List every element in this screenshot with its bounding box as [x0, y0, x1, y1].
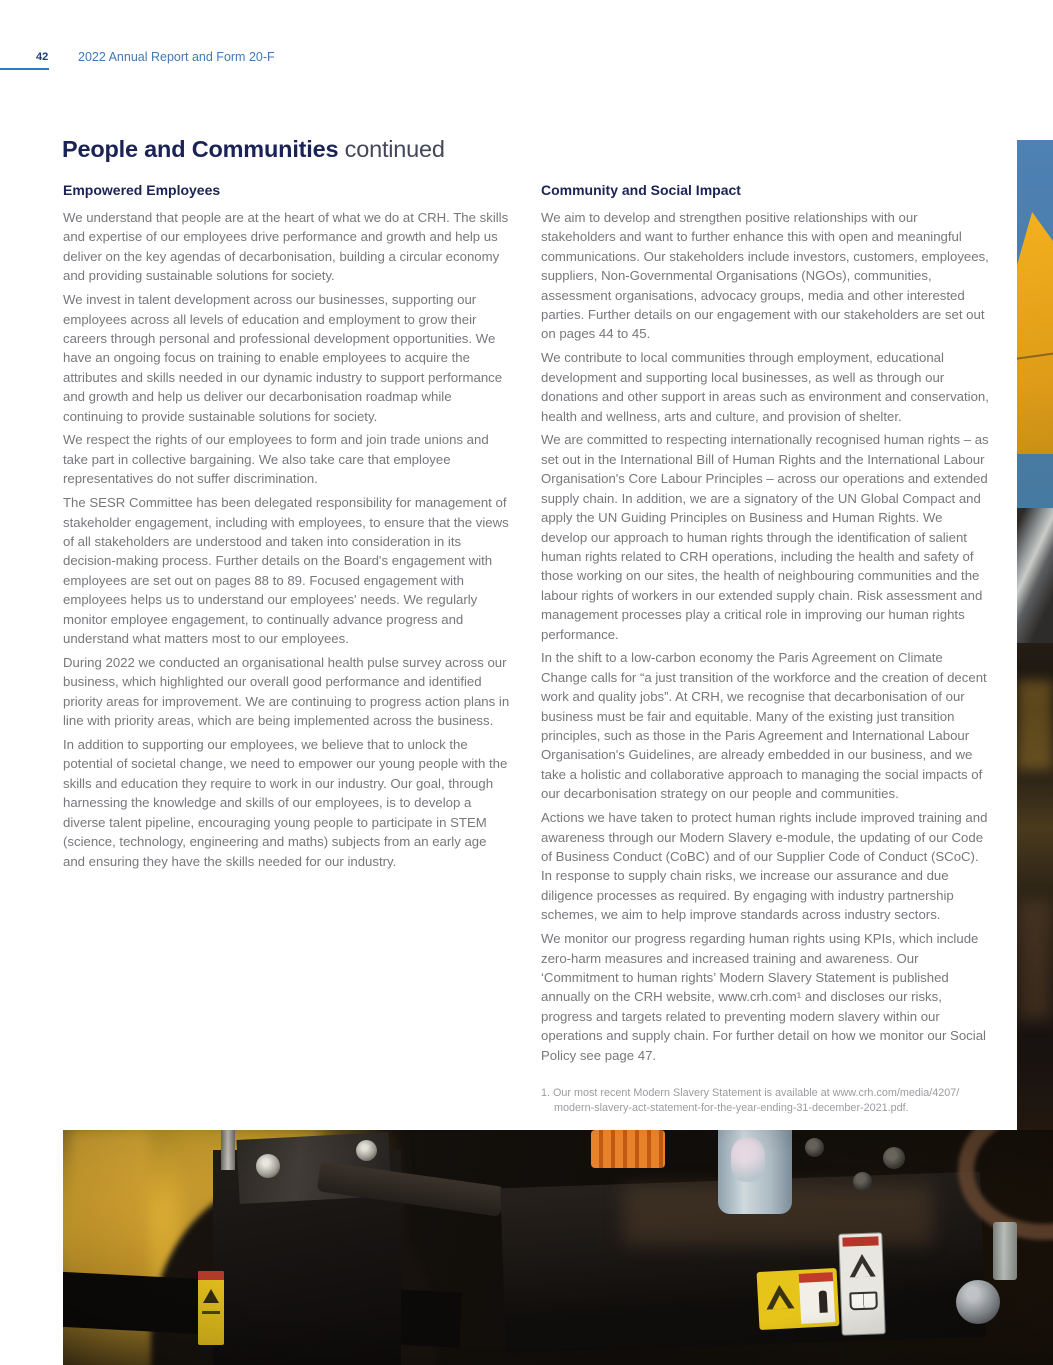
body-paragraph: The SESR Committee has been delegated responsibility for management of stakeholder engagement, including with employees, to ensure that the views of all stakeholders are understood and taken into consideration in its decision-making process. Further details on the Board's engagement with employees are set out on pages 88 to 89. Focused engagement with employees helps us to understand our employees' needs. We regularly monitor employee engagement, to continually advance progress and understand what matters most to our employees. — [63, 495, 509, 647]
body-paragraph: During 2022 we conducted an organisational health pulse survey across our business, which highlighted our overall good performance and identified priority areas for improvement. We are continuing to progress action plans in line with priority areas, which are being implemented across the business. — [63, 654, 510, 729]
body-paragraph: In addition to supporting our employees, we believe that to unlock the potential of societal change, we need to empower our young people with the skills and education they require to work in our industry. Our goal, through harnessing the knowledge and skills of our employees, is to develop a diverse talent pipeline, encouraging young people to participate in STEM (science, technology, engineering and maths) subjects from an early age and ensuring they have the skills needed for our industry. — [63, 737, 508, 869]
body-paragraph: We aim to develop and strengthen positive relationships with our stakeholders and want to further enhance this with open and meaningful communications. Our stakeholders include investors, customers, employees, suppliers, Non-Governmental Organisations (NGOs), communities, assessment organisations, advocacy groups, media and other interested parties. Further details on our engagement with our stakeholders are set out on pages 44 to 45. — [541, 210, 989, 342]
page-title-suffix: continued — [338, 136, 445, 162]
footnote-line: modern-slavery-act-statement-for-the-year-ending-31-december-2021.pdf. — [554, 1101, 909, 1114]
section-heading-empowered-employees: Empowered Employees — [63, 182, 221, 198]
header-accent-rule — [0, 68, 49, 70]
report-title: 2022 Annual Report and Form 20-F — [78, 50, 275, 64]
page-number: 42 — [36, 51, 49, 63]
bottom-photo-machinery — [63, 1130, 1053, 1365]
body-paragraph: Actions we have taken to protect human rights include improved training and awareness through our Modern Slavery e-module, the updating of our Code of Business Conduct (CoBC) and of our Supplier Code of Conduct (SCoC). In response to supply chain risks, we increase our assurance and due diligence processes as required. By engaging with industry partnership schemes, we aim to help improve standards across industry sectors. — [541, 810, 988, 923]
body-paragraph: We understand that people are at the heart of what we do at CRH. The skills and expertise of our employees drive performance and growth and help us deliver on the key agendas of decarbonisation, building a circular economy and providing sustainable solutions for society. — [63, 210, 509, 284]
strip-yellow-patch — [1017, 680, 1053, 770]
body-paragraph: We invest in talent development across our businesses, supporting our employees across all levels of education and employment to grow their careers through personal and professional development opportunities. We have an ongoing focus on training to enable employees to acquire the attributes and skills needed in our dynamic industry to support performance and growth and help us deliver our decarbonisation roadmap while continuing to provide sustainable solutions for society. — [63, 292, 503, 424]
body-paragraph: We contribute to local communities through employment, educational development and supporting local businesses, as well as through our donations and other support in areas such as environment and conservation, health and wellness, arts and culture, and provision of shelter. — [541, 350, 989, 424]
section-heading-community-social-impact: Community and Social Impact — [541, 182, 741, 198]
body-paragraph: We monitor our progress regarding human rights using KPIs, which include zero-harm measures and increased training and awareness. Our ‘Commitment to human rights’ Modern Slavery Statement is published annually on the CRH website, www.crh.com¹ and discloses our risks, progress and targets related to preventing modern slavery within our operations and supply chain. For further detail on how we monitor our Social Policy see page 47. — [541, 931, 986, 1063]
strip-chrome-machinery — [1017, 508, 1053, 643]
photo-vignette-overlay — [63, 1130, 1053, 1365]
page-title — [62, 136, 445, 163]
left-column — [63, 182, 512, 875]
body-paragraph: We are committed to respecting internationally recognised human rights – as set out in the International Bill of Human Rights and the International Labour Organisation's Core Labour Principles – across our operations and extended supply chain. In addition, we are a signatory of the UN Global Compact and apply the UN Guiding Principles on Business and Human Rights. We develop our approach to human rights through the identification of salient human rights related to CRH operations, including the health and safety of those working on our sites, the health of neighbouring communities and the labour rights of workers in our extended supply chain. Risk assessment and management processes play a critical role in improving our human rights performance. — [541, 432, 989, 642]
strip-yellow-crane-arm — [1017, 212, 1053, 454]
page-title-main: People and Communities — [62, 136, 339, 162]
footnote — [541, 1086, 981, 1115]
footnote-line: 1. Our most recent Modern Slavery Statement is available at www.crh.com/media/4207/ — [541, 1087, 960, 1099]
strip-brown-patch — [1017, 900, 1053, 1020]
right-column — [541, 182, 992, 1069]
body-paragraph: We respect the rights of our employees to form and join trade unions and take part in collective bargaining. We also take care that employee representatives do not suffer discrimination. — [63, 432, 489, 487]
body-paragraph: In the shift to a low-carbon economy the Paris Agreement on Climate Change calls for “a just transition of the workforce and the creation of decent work and quality jobs”. At CRH, we recognise that decarbonisation of our business must be fair and equitable. Many of the existing just transition principles, such as those in the Paris Agreement and International Labour Organisation's Guidelines, are already embedded in our business, and we take a holistic and collaborative approach to managing the social impacts of our decarbonisation strategy on our people and communities. — [541, 650, 987, 802]
side-photo-strip — [1017, 140, 1053, 1130]
